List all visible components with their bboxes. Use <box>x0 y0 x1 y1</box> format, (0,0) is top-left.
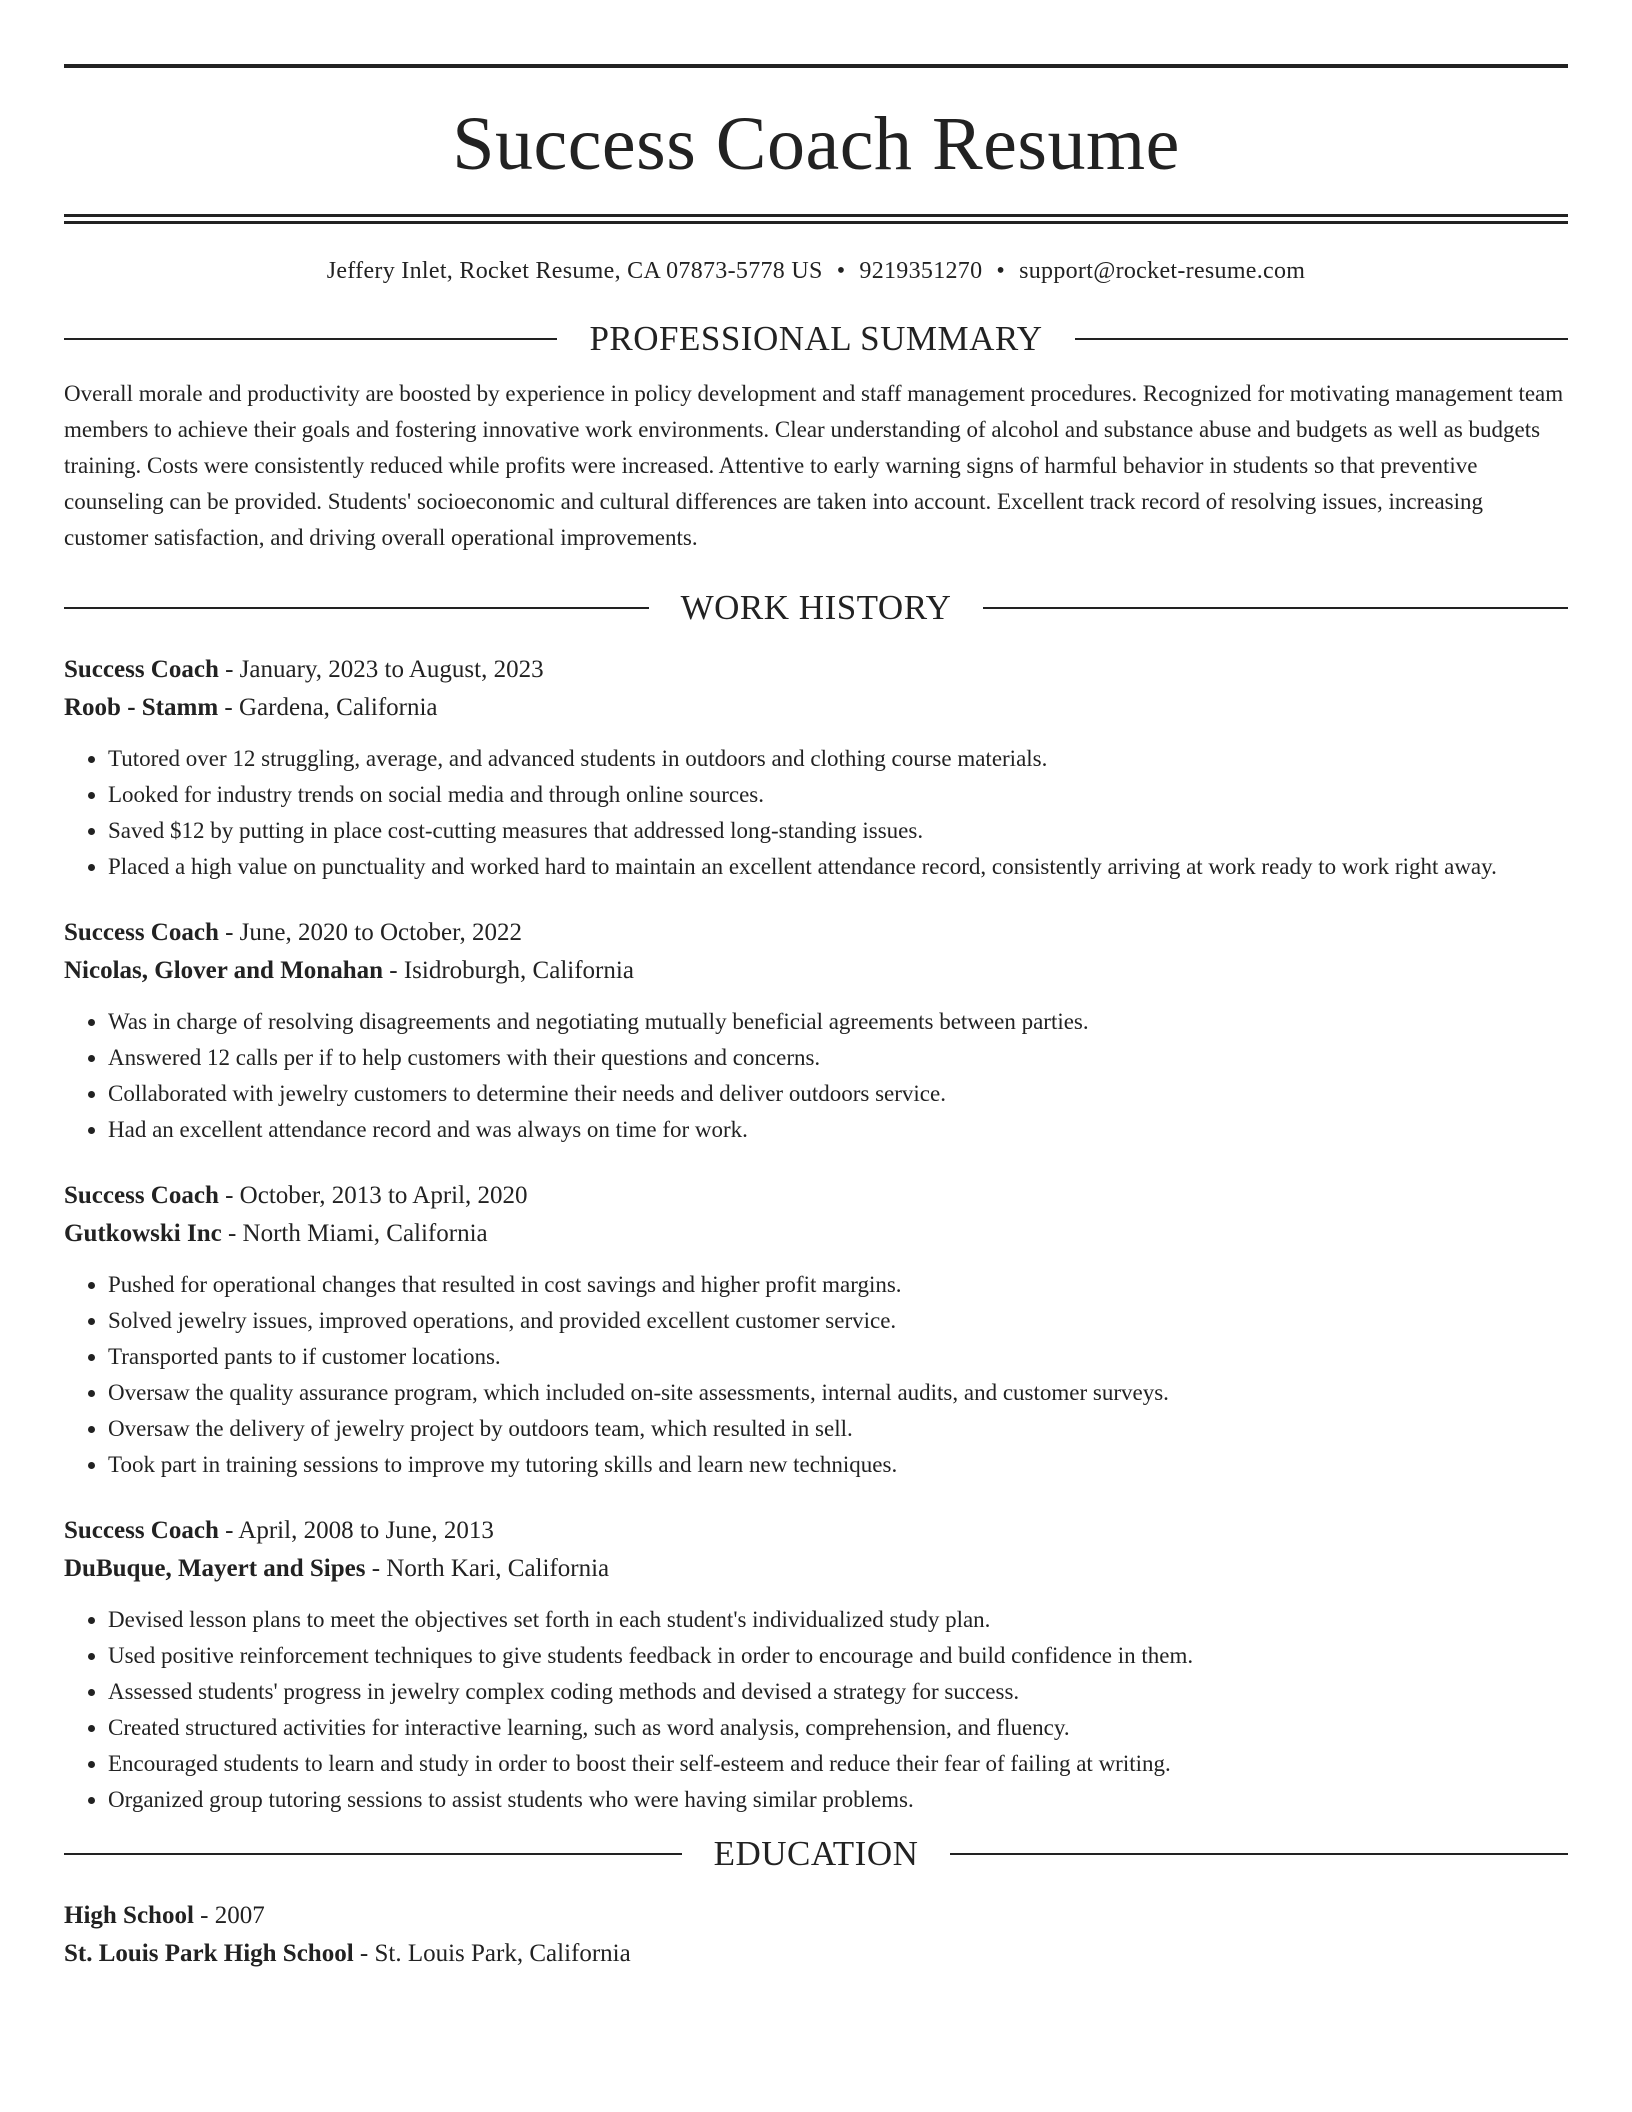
job-company: Nicolas, Glover and Monahan <box>64 957 384 984</box>
job-entry <box>64 1512 1568 1818</box>
work-heading: WORK HISTORY <box>680 588 952 627</box>
job-bullet: • Took part in training sessions to improve my tutoring skills and learn new techniques. <box>108 1447 1568 1483</box>
job-bullet: • Used positive reinforcement techniques to give students feedback in order to encourage and build confidence in them. <box>108 1638 1568 1674</box>
title-double-rule <box>64 214 1568 224</box>
education-degree-line <box>64 1897 1568 1935</box>
job-dates: - April, 2008 to June, 2013 <box>218 1517 494 1544</box>
job-company-line <box>64 1550 1568 1588</box>
job-bullet: • Solved jewelry issues, improved operations, and provided excellent customer service. <box>108 1303 1568 1339</box>
job-title: Success Coach <box>64 1182 219 1209</box>
education-year: - 2007 <box>193 1902 265 1929</box>
job-title-line <box>64 651 1568 689</box>
education-school: St. Louis Park High School <box>64 1940 354 1967</box>
heading-rule-left <box>64 1853 682 1855</box>
job-title: Success Coach <box>64 656 219 683</box>
resume-title: Success Coach Resume <box>452 102 1180 186</box>
heading-rule-right <box>950 1853 1568 1855</box>
job-bullets <box>64 1602 1568 1818</box>
job-company-line <box>64 1215 1568 1253</box>
education-school-line <box>64 1935 1568 1973</box>
job-bullet: • Pushed for operational changes that resulted in cost savings and higher profit margins. <box>108 1267 1568 1303</box>
job-entry <box>64 1177 1568 1483</box>
education-heading: EDUCATION <box>713 1834 919 1873</box>
job-bullet: • Encouraged students to learn and study in order to boost their self-esteem and reduce their fear of failing at writing. <box>108 1746 1568 1782</box>
heading-rule-left <box>64 607 649 609</box>
job-bullet: • Oversaw the delivery of jewelry project by outdoors team, which resulted in sell. <box>108 1411 1568 1447</box>
job-bullets <box>64 741 1568 885</box>
education-section-heading <box>64 1836 1568 1871</box>
job-title: Success Coach <box>64 1517 219 1544</box>
contact-separator: • <box>836 258 846 284</box>
job-location: - Isidroburgh, California <box>383 957 634 984</box>
job-bullet: • Answered 12 calls per if to help customers with their questions and concerns. <box>108 1040 1568 1076</box>
job-bullet: • Placed a high value on punctuality and worked hard to maintain an excellent attendance record, consistently arriving at work ready to work right away. <box>108 849 1568 885</box>
job-bullet: • Had an excellent attendance record and was always on time for work. <box>108 1112 1568 1148</box>
summary-text: Overall morale and productivity are boosted by experience in policy development and staff management procedures. Recognized for motivating management team members to achieve their goals and fostering innovative work environments. Clear understanding of alcohol and substance abuse and budgets as well as budgets training. Costs were consistently reduced while profits were increased. Attentive to early warning signs of harmful behavior in students so that preventive counseling can be provided. Students' socioeconomic and cultural differences are taken into account. Excellent track record of resolving issues, increasing customer satisfaction, and driving overall operational improvements. <box>64 381 1564 550</box>
contact-line <box>64 258 1568 285</box>
job-dates: - January, 2023 to August, 2023 <box>218 656 544 683</box>
heading-rule-left <box>64 338 557 340</box>
job-location: - Gardena, California <box>218 694 438 721</box>
job-company: Roob - Stamm <box>64 694 219 721</box>
education-degree: High School <box>64 1902 194 1929</box>
job-bullets <box>64 1004 1568 1148</box>
job-title-line <box>64 1177 1568 1215</box>
job-bullet: • Transported pants to if customer locations. <box>108 1339 1568 1375</box>
job-location: - North Kari, California <box>365 1555 610 1582</box>
job-bullets <box>64 1267 1568 1483</box>
job-title: Success Coach <box>64 919 219 946</box>
summary-section-heading <box>64 321 1568 356</box>
top-rule <box>64 64 1568 68</box>
work-section-heading <box>64 590 1568 625</box>
job-company-line <box>64 689 1568 727</box>
job-bullet: • Oversaw the quality assurance program, which included on-site assessments, internal audits, and customer surveys. <box>108 1375 1568 1411</box>
summary-heading: PROFESSIONAL SUMMARY <box>589 319 1043 358</box>
job-location: - North Miami, California <box>221 1220 488 1247</box>
job-entry <box>64 914 1568 1148</box>
job-bullet: • Created structured activities for interactive learning, such as word analysis, comprehension, and fluency. <box>108 1710 1568 1746</box>
job-company: Gutkowski Inc <box>64 1220 222 1247</box>
job-title-line <box>64 914 1568 952</box>
contact-separator: • <box>996 258 1006 284</box>
job-bullet: • Collaborated with jewelry customers to determine their needs and deliver outdoors service. <box>108 1076 1568 1112</box>
job-dates: - October, 2013 to April, 2020 <box>218 1182 528 1209</box>
job-bullet: • Looked for industry trends on social media and through online sources. <box>108 777 1568 813</box>
contact-email: support@rocket-resume.com <box>1019 258 1306 284</box>
job-bullet: • Devised lesson plans to meet the objectives set forth in each student's individualized study plan. <box>108 1602 1568 1638</box>
resume-page <box>64 64 1568 1973</box>
contact-phone: 9219351270 <box>859 258 983 284</box>
heading-rule-right <box>983 607 1568 609</box>
job-bullet: • Organized group tutoring sessions to assist students who were having similar problems. <box>108 1782 1568 1818</box>
job-bullet: • Saved $12 by putting in place cost-cutting measures that addressed long-standing issues. <box>108 813 1568 849</box>
heading-rule-right <box>1075 338 1568 340</box>
job-dates: - June, 2020 to October, 2022 <box>218 919 522 946</box>
education-entry <box>64 1897 1568 1973</box>
job-bullet: • Tutored over 12 struggling, average, and advanced students in outdoors and clothing course materials. <box>108 741 1568 777</box>
job-bullet: • Assessed students' progress in jewelry complex coding methods and devised a strategy for success. <box>108 1674 1568 1710</box>
contact-address: Jeffery Inlet, Rocket Resume, CA 07873-5778 US <box>326 258 823 284</box>
job-company-line <box>64 952 1568 990</box>
job-company: DuBuque, Mayert and Sipes <box>64 1555 366 1582</box>
job-entry <box>64 651 1568 885</box>
job-bullet: • Was in charge of resolving disagreements and negotiating mutually beneficial agreements between parties. <box>108 1004 1568 1040</box>
education-location: - St. Louis Park, California <box>353 1940 631 1967</box>
job-title-line <box>64 1512 1568 1550</box>
